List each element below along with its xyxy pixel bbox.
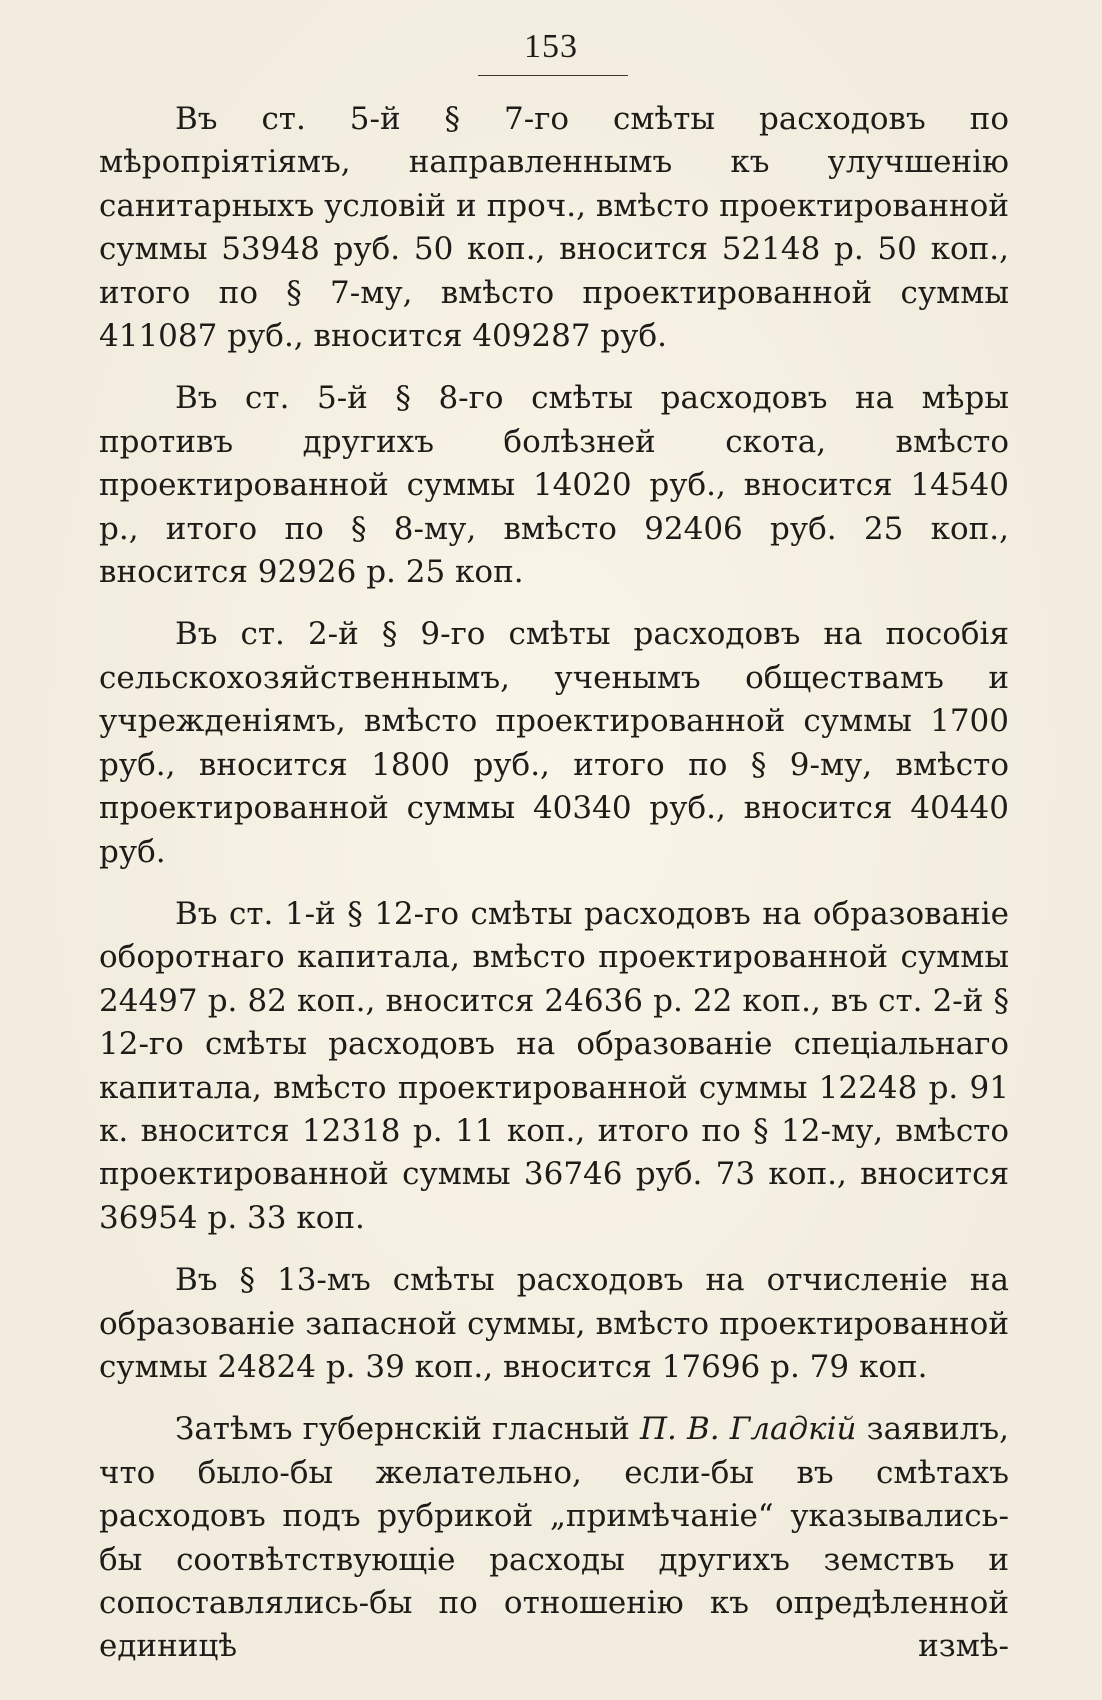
paragraph-item-9-societies-allowances: Въ ст. 2-й § 9-го смѣты расходовъ на пособія сельскохозяйственнымъ, ученымъ обществамъ и учрежденіямъ, вмѣсто проектированной суммы 1700 руб., вносится 1800 руб., итого по § 9-му, вмѣсто проектированной суммы 40340 руб., вносится 40440 руб. [99,616,1009,870]
page-number: 153 [524,28,578,65]
header-rule [478,75,628,76]
paragraph-item-7-sanitary: Въ ст. 5-й § 7-го смѣты расходовъ по мѣропріятіямъ, направленнымъ къ улучшенію санитарныхъ условій и проч., вмѣсто проектированной суммы 53948 руб. 50 коп., вносится 52148 р. 50 коп., итого по § 7-му, вмѣсто проектированной суммы 411087 руб., вносится 409287 руб. [99,101,1009,355]
paragraph-item-12-capital: Въ ст. 1-й § 12-го смѣты расходовъ на образованіе оборотнаго капитала, вмѣсто проектированной суммы 24497 р. 82 коп., вносится 24636 р. 22 коп., въ ст. 2-й § 12-го смѣты расходовъ на образованіе спеціальнаго капитала, вмѣсто проектированной суммы 12248 р. 91 к. вносится 12318 р. 11 коп., итого по § 12-му, вмѣсто проектированной суммы 36746 руб. 73 коп., вносится 36954 р. 33 коп. [99,895,1009,1236]
speaker-name: П. В. Гладкій [639,1411,857,1448]
paragraph-gladkiy-statement: Затѣмъ губернскій гласный П. В. Гладкій заявилъ, что было-бы желательно, если-бы въ смѣтахъ расходовъ подъ рубрикой „примѣчаніе“ указывались-бы соотвѣтствующіе расходы другихъ земствъ и сопоставлялись-бы по отношенію къ опредѣленной единицѣ измѣ- [99,1411,1009,1665]
paragraph-item-8-livestock-diseases: Въ ст. 5-й § 8-го смѣты расходовъ на мѣры противъ другихъ болѣзней скота, вмѣсто проектированной суммы 14020 руб., вносится 14540 р., итого по § 8-му, вмѣсто 92406 руб. 25 коп., вносится 92926 р. 25 коп. [99,380,1009,591]
paragraph-item-13-reserve-fund: Въ § 13-мъ смѣты расходовъ на отчисленіе на образованіе запасной суммы, вмѣсто проектированной суммы 24824 р. 39 коп., вносится 17696 р. 79 коп. [99,1262,1009,1385]
page-body [99,98,1009,1669]
